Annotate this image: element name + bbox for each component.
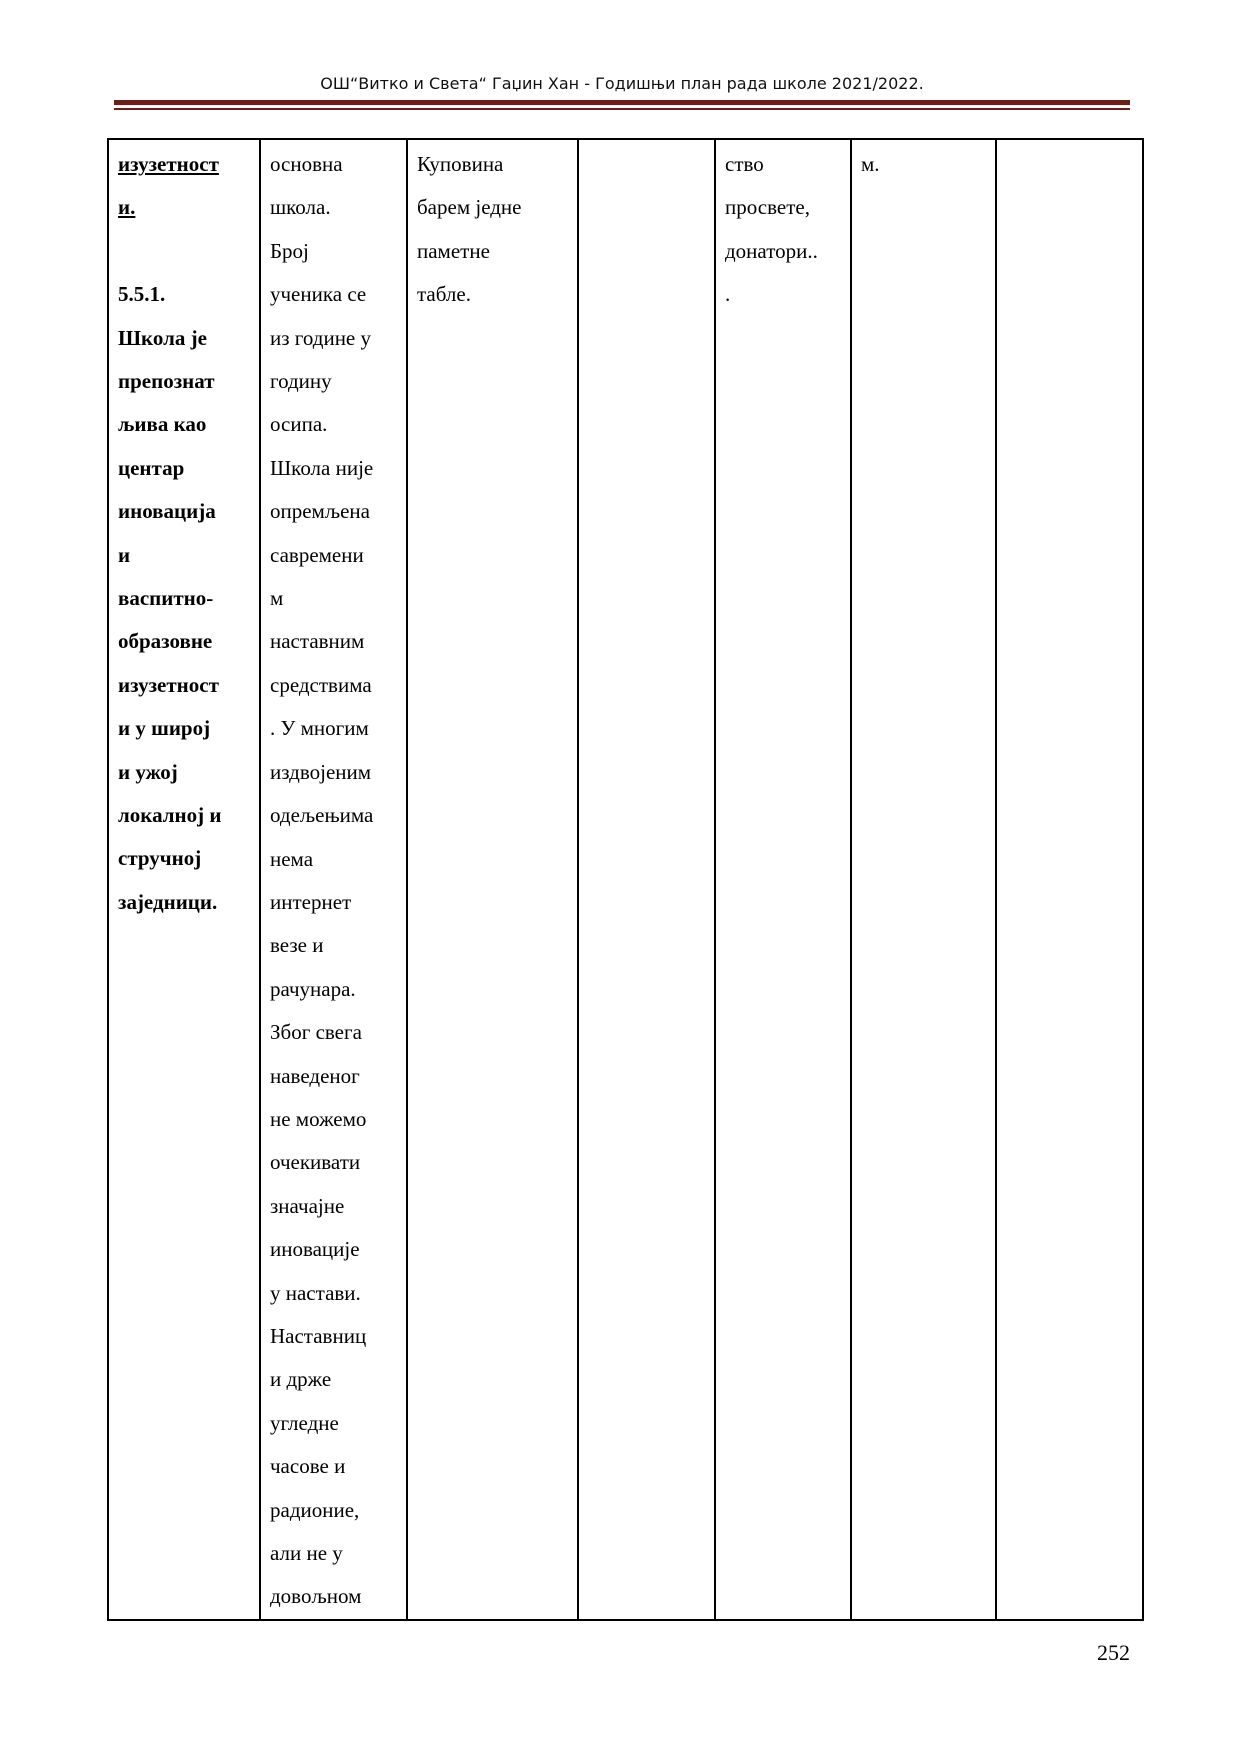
table-row: [108, 139, 1143, 1620]
goal-task-text: 5.5.1. Школа је препознат љива као центар иновација и васпитно- образовне изузетност и у широј и ужој локалној и стручној заједници.: [118, 282, 222, 914]
timeline-text: м.: [861, 152, 880, 176]
empty-cell-text: [997, 140, 1142, 143]
activity-text: Куповина барем једне паметне табле.: [417, 152, 522, 307]
empty-cell-text: [579, 140, 714, 143]
header-rule-thick: [114, 100, 1130, 105]
plan-table: [107, 138, 1144, 1621]
table-cell-empty-1: [578, 139, 715, 1620]
table-cell-current-state: [260, 139, 407, 1620]
resources-text: ство просвете, донатори.. .: [725, 152, 818, 307]
goal-heading-text: изузетност и.: [118, 152, 219, 220]
document-header-title: ОШ“Витко и Света“ Гаџин Хан - Годишњи план рада школе 2021/2022.: [320, 74, 924, 93]
header-rule-thin: [114, 108, 1130, 110]
table-cell-timeline: [851, 139, 996, 1620]
table-cell-resources: [715, 139, 851, 1620]
table-cell-empty-2: [996, 139, 1143, 1620]
page-number: 252: [1097, 1640, 1130, 1665]
current-state-text: основна школа. Број ученика се из године у годину осипа. Школа није опремљена савремени м наставним средствима . У многим издвојеним одељењима нема интернет везе и рачунара. Због свега наведеног не можемо очекивати значајне иновације у настави. Наставниц и држе угледне часове и радионие, али не у довољном: [270, 152, 374, 1609]
table-cell-goal: [108, 139, 260, 1620]
table-cell-activity: [407, 139, 578, 1620]
